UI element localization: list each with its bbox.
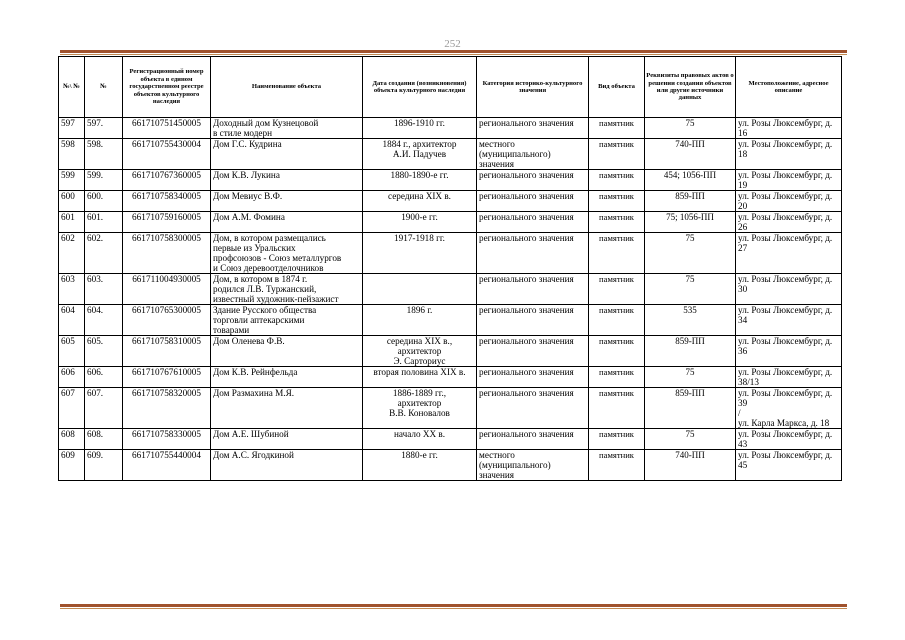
cell-category: местного (муниципального) значения [477, 450, 589, 481]
cell-date: 1917-1918 гг. [363, 233, 477, 274]
header-cell: Дата создания (возникновения) объекта культурного наследия [363, 57, 477, 118]
cell-category: местного (муниципального) значения [477, 139, 589, 170]
cell-acts: 859-ПП [645, 388, 736, 429]
cell-code: 661710765300005 [123, 305, 211, 336]
cell-category: регионального значения [477, 388, 589, 429]
cell-date: середина XIX в., архитектор Э. Сарториус [363, 336, 477, 367]
cell-kind: памятник [589, 429, 645, 450]
cell-date: 1880-1890-е гг. [363, 170, 477, 191]
cell-acts: 75 [645, 429, 736, 450]
table-body [59, 118, 842, 481]
cell-code: 661710767360005 [123, 170, 211, 191]
table-row [59, 233, 842, 274]
cell-acts: 859-ПП [645, 336, 736, 367]
cell-n1: 607 [59, 388, 85, 429]
table-row [59, 336, 842, 367]
cell-n2: 600. [85, 191, 123, 212]
cell-n1: 609 [59, 450, 85, 481]
cell-n2: 599. [85, 170, 123, 191]
cell-acts: 75; 1056-ПП [645, 212, 736, 233]
header-cell: Местоположение, адресное описание [736, 57, 842, 118]
cell-address: ул. Розы Люксембург, д. 30 [736, 274, 842, 305]
cell-code: 661710751450005 [123, 118, 211, 139]
table-header-row [59, 57, 842, 118]
cell-n2: 607. [85, 388, 123, 429]
cell-category: регионального значения [477, 170, 589, 191]
cell-address: ул. Розы Люксембург, д. 16 [736, 118, 842, 139]
cell-kind: памятник [589, 367, 645, 388]
cell-address: ул. Розы Люксембург, д. 36 [736, 336, 842, 367]
cell-n2: 602. [85, 233, 123, 274]
cell-kind: памятник [589, 450, 645, 481]
cell-code: 661710755440004 [123, 450, 211, 481]
cell-name: Дом, в котором размещались первые из Уральских профсоюзов - Союз металлургов и Союз деревоотделочников [211, 233, 363, 274]
cell-n1: 601 [59, 212, 85, 233]
cell-name: Доходный дом Кузнецовой в стиле модерн [211, 118, 363, 139]
cell-code: 661710755430004 [123, 139, 211, 170]
cell-category: регионального значения [477, 118, 589, 139]
cell-name: Дом А.С. Ягодкиной [211, 450, 363, 481]
cell-n1: 606 [59, 367, 85, 388]
cell-n1: 604 [59, 305, 85, 336]
cell-n2: 609. [85, 450, 123, 481]
cell-date: 1896 г. [363, 305, 477, 336]
cell-n2: 604. [85, 305, 123, 336]
cell-acts: 75 [645, 118, 736, 139]
cell-code: 661710758310005 [123, 336, 211, 367]
cell-name: Дом Г.С. Кудрина [211, 139, 363, 170]
cell-date: 1886-1889 гг., архитектор В.В. Коновалов [363, 388, 477, 429]
cell-code: 661711004930005 [123, 274, 211, 305]
cell-n2: 597. [85, 118, 123, 139]
cell-acts: 454; 1056-ПП [645, 170, 736, 191]
header-cell: Реквизиты правовых актов о решении создания объектов или другие источники данных [645, 57, 736, 118]
table-row [59, 170, 842, 191]
cell-code: 661710758320005 [123, 388, 211, 429]
cell-date: вторая половина XIX в. [363, 367, 477, 388]
table-row [59, 118, 842, 139]
cell-name: Дом К.В. Рейнфельда [211, 367, 363, 388]
cell-date: середина XIX в. [363, 191, 477, 212]
cell-category: регионального значения [477, 233, 589, 274]
cell-address: ул. Розы Люксембург, д. 18 [736, 139, 842, 170]
header-cell: Вид объекта [589, 57, 645, 118]
cell-address: ул. Розы Люксембург, д. 27 [736, 233, 842, 274]
table-row [59, 367, 842, 388]
header-cell: Категория историко-культурного значения [477, 57, 589, 118]
cell-code: 661710767610005 [123, 367, 211, 388]
cell-date: начало XX в. [363, 429, 477, 450]
cell-acts: 75 [645, 233, 736, 274]
cell-kind: памятник [589, 336, 645, 367]
cell-kind: памятник [589, 212, 645, 233]
cell-address: ул. Розы Люксембург, д. 20 [736, 191, 842, 212]
header-cell: Регистрационный номер объекта в едином государственном реестре объектов культурного наследия [123, 57, 211, 118]
cell-acts: 740-ПП [645, 139, 736, 170]
cell-address: ул. Розы Люксембург, д. 43 [736, 429, 842, 450]
table-row [59, 305, 842, 336]
cell-name: Дом А.М. Фомина [211, 212, 363, 233]
cell-category: регионального значения [477, 367, 589, 388]
header-cell: № [85, 57, 123, 118]
cell-name: Дом А.Е. Шубиной [211, 429, 363, 450]
cell-date [363, 274, 477, 305]
cell-n1: 597 [59, 118, 85, 139]
table-row [59, 191, 842, 212]
table-row [59, 274, 842, 305]
cell-address: ул. Розы Люксембург, д. 39 / ул. Карла Маркса, д. 18 [736, 388, 842, 429]
cell-n2: 606. [85, 367, 123, 388]
cell-name: Здание Русского общества торговли аптекарскими товарами [211, 305, 363, 336]
cell-name: Дом Размахина М.Я. [211, 388, 363, 429]
cell-kind: памятник [589, 233, 645, 274]
cell-kind: памятник [589, 388, 645, 429]
cell-n1: 605 [59, 336, 85, 367]
cell-n2: 601. [85, 212, 123, 233]
cell-n1: 602 [59, 233, 85, 274]
cell-date: 1900-е гг. [363, 212, 477, 233]
cell-n2: 608. [85, 429, 123, 450]
header-cell: Наименование объекта [211, 57, 363, 118]
cell-n2: 598. [85, 139, 123, 170]
cell-acts: 75 [645, 367, 736, 388]
heritage-objects-table [58, 56, 842, 481]
header-rule [60, 50, 847, 55]
cell-code: 661710759160005 [123, 212, 211, 233]
cell-category: регионального значения [477, 336, 589, 367]
cell-n2: 605. [85, 336, 123, 367]
cell-n1: 599 [59, 170, 85, 191]
cell-acts: 75 [645, 274, 736, 305]
cell-category: регионального значения [477, 191, 589, 212]
cell-address: ул. Розы Люксембург, д. 45 [736, 450, 842, 481]
cell-address: ул. Розы Люксембург, д. 26 [736, 212, 842, 233]
cell-n1: 600 [59, 191, 85, 212]
cell-code: 661710758330005 [123, 429, 211, 450]
cell-n1: 608 [59, 429, 85, 450]
cell-code: 661710758300005 [123, 233, 211, 274]
cell-address: ул. Розы Люксембург, д. 19 [736, 170, 842, 191]
cell-kind: памятник [589, 139, 645, 170]
cell-n1: 603 [59, 274, 85, 305]
cell-date: 1896-1910 гг. [363, 118, 477, 139]
cell-category: регионального значения [477, 212, 589, 233]
page-number: 252 [444, 38, 461, 50]
table-row [59, 212, 842, 233]
cell-n2: 603. [85, 274, 123, 305]
cell-category: регионального значения [477, 305, 589, 336]
header-cell: №\ № [59, 57, 85, 118]
cell-category: регионального значения [477, 429, 589, 450]
cell-address: ул. Розы Люксембург, д. 34 [736, 305, 842, 336]
footer-rule [60, 604, 847, 609]
table-row [59, 429, 842, 450]
cell-name: Дом Оленева Ф.В. [211, 336, 363, 367]
cell-kind: памятник [589, 191, 645, 212]
cell-kind: памятник [589, 170, 645, 191]
cell-kind: памятник [589, 118, 645, 139]
cell-kind: памятник [589, 305, 645, 336]
cell-acts: 740-ПП [645, 450, 736, 481]
table-row [59, 139, 842, 170]
cell-code: 661710758340005 [123, 191, 211, 212]
cell-acts: 859-ПП [645, 191, 736, 212]
cell-address: ул. Розы Люксембург, д. 38/13 [736, 367, 842, 388]
cell-name: Дом Мевиус В.Ф. [211, 191, 363, 212]
cell-category: регионального значения [477, 274, 589, 305]
cell-acts: 535 [645, 305, 736, 336]
cell-date: 1884 г., архитектор А.И. Падучев [363, 139, 477, 170]
cell-n1: 598 [59, 139, 85, 170]
cell-name: Дом К.В. Лукина [211, 170, 363, 191]
table-row [59, 388, 842, 429]
cell-name: Дом, в котором в 1874 г. родился Л.В. Туржанский, известный художник-пейзажист [211, 274, 363, 305]
cell-date: 1880-е гг. [363, 450, 477, 481]
table-row [59, 450, 842, 481]
cell-kind: памятник [589, 274, 645, 305]
